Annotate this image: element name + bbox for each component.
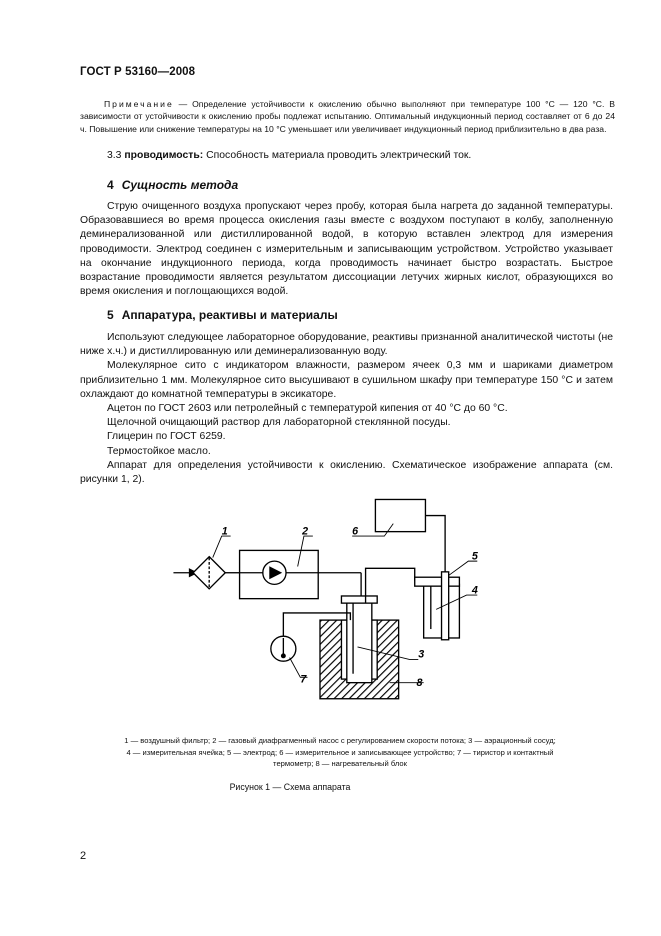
leader-1 xyxy=(213,536,231,557)
note-text: Определение устойчивости к окислению обычно выполняют при температуре 100 °С — 120 °С. В зависимости от устойчивости к окислению пробы подлежат испытанию. Оптимальный индукционный период составляет от 6 до 24 ч. Повышение или снижение температуры на 10 °С уменьшает или увеличивает индукционный период приблизительно в два раза. xyxy=(80,99,615,134)
label-4: 4 xyxy=(471,584,478,597)
definition-text: Способность материала проводить электрический ток. xyxy=(206,150,472,161)
section-5-body xyxy=(80,331,613,487)
note-label: Примечание xyxy=(104,99,174,109)
definition-3-3 xyxy=(107,150,471,161)
section-5-paragraph-6: Термостойкое масло. xyxy=(107,445,211,457)
section-4-paragraph: Струю очищенного воздуха пропускают через пробу, которая была нагрета до заданной температуры. Образовавшиеся во время процесса окисления газы вместе с воздухом поступают в колбу, заполненную деминерализованной или дистиллированной водой, в которую вставлен электрод для измерения проводимости. Электрод соединен с измерительным и записывающим устройством. Устройство указывает на окончание индукционного периода, когда проводимость начинает быстро возрастать. Быстрое возрастание проводимости является результатом диссоциации летучих жирных кислот, образующихся во время окисления и поглощающихся водой. xyxy=(80,201,613,298)
electrode xyxy=(442,572,449,640)
label-8: 8 xyxy=(416,677,423,690)
note-paragraph xyxy=(80,98,615,135)
section-5-paragraph-1: Используют следующее лабораторное оборудование, реактивы признанной аналитической чистоты (не ниже х.ч.) и дистиллированную или деминерализованную воду. xyxy=(80,332,613,358)
label-7: 7 xyxy=(300,673,307,686)
figure-caption: Рисунок 1 — Схема аппарата xyxy=(229,782,351,792)
document-header: ГОСТ Р 53160—2008 xyxy=(80,66,196,78)
label-6: 6 xyxy=(352,525,359,538)
legend-line-3: термометр; 8 — нагревательный блок xyxy=(273,759,407,769)
section-4-body xyxy=(80,200,613,299)
page-number: 2 xyxy=(80,850,87,862)
vessel-to-cell-line xyxy=(366,568,415,596)
definition-number: 3.3 xyxy=(107,150,122,161)
apparatus-diagram xyxy=(150,495,490,705)
legend-line-1: 1 — воздушный фильтр; 2 — газовый диафрагменный насос с регулированием скорости потока; 3 — аэрационный сосуд; xyxy=(124,736,556,745)
recording-device xyxy=(375,499,425,531)
section-5-number: 5 xyxy=(107,308,114,322)
section-4-title: Сущность метода xyxy=(121,178,239,192)
device-to-electrode-line xyxy=(425,516,445,572)
note-block xyxy=(80,98,615,135)
section-4-heading xyxy=(107,178,238,192)
section-5-title: Аппаратура, реактивы и материалы xyxy=(121,308,338,322)
label-2: 2 xyxy=(302,525,309,538)
label-1: 1 xyxy=(221,525,228,538)
section-4-number: 4 xyxy=(107,178,114,192)
label-3: 3 xyxy=(418,648,425,661)
measuring-cell-cap xyxy=(415,577,460,586)
section-5-paragraph-3: Ацетон по ГОСТ 2603 или петролейный с температурой кипения от 40 °С до 60 °С. xyxy=(107,403,508,415)
note-dash: — xyxy=(173,99,193,109)
leader-5 xyxy=(449,561,478,575)
figure-legend xyxy=(80,735,600,770)
section-5-paragraph-7: Аппарат для определения устойчивости к окислению. Схематическое изображение аппарата (см. рисунки 1, 2). xyxy=(80,459,613,486)
legend-line-2: 4 — измерительная ячейка; 5 — электрод; 6 — измерительное и записывающее устройство; 7 — тиристор и контактный xyxy=(126,747,554,757)
section-5-heading xyxy=(107,308,338,322)
thermistor-pivot xyxy=(282,654,286,658)
label-5: 5 xyxy=(471,550,478,563)
section-5-paragraph-2: Молекулярное сито с индикатором влажности, размером ячеек 0,3 мм и шариками диаметром приблизительно 1 мм. Молекулярное сито высушивают в сушильном шкафу при температуре 150 °С и затем охлаждают до комнатной температуры в эксикаторе. xyxy=(80,360,613,400)
definition-term: проводимость: xyxy=(124,150,204,161)
section-5-paragraph-5: Глицерин по ГОСТ 6259. xyxy=(107,431,226,443)
aeration-vessel-cap xyxy=(341,596,377,603)
section-5-paragraph-4: Щелочной очищающий раствор для лабораторной стеклянной посуды. xyxy=(107,417,451,429)
